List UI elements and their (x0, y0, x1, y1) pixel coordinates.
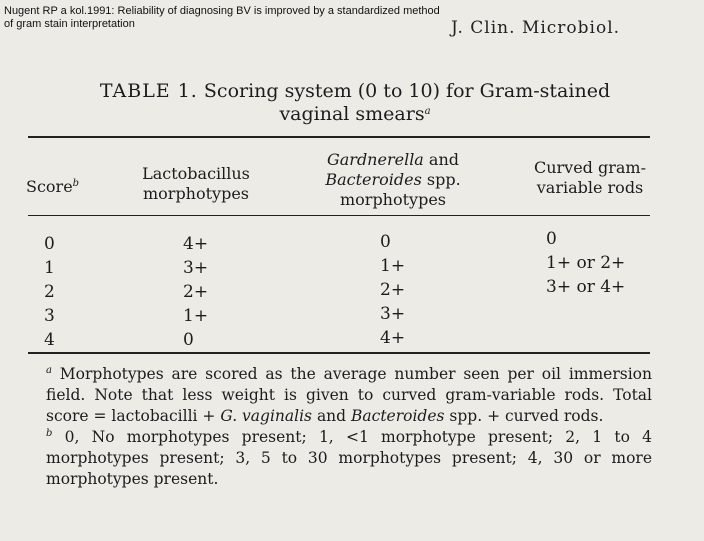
footnote-b-mark: b (46, 428, 53, 439)
score-cell: 0 (44, 234, 55, 254)
image-caption (4, 5, 444, 31)
column-lactobacillus (183, 232, 243, 352)
footnote-a-text-2: and (312, 407, 352, 425)
caption-line-2: of gram stain interpretation (4, 18, 135, 30)
header-gard-line-3: morphotypes (339, 190, 447, 209)
score-cell: 4 (44, 330, 55, 350)
gard-cell: 1+ (380, 256, 406, 276)
header-curved-line-2: variable rods (536, 178, 644, 197)
column-gardnerella (380, 230, 440, 350)
score-footnote-mark: b (72, 178, 80, 189)
footnote-a-text-1: Morphotypes are scored as the average number seen per oil immersion field. Note that less weight is given to curved gram-variable rods. Total score = lactobacilli + (46, 365, 652, 425)
header-rule (28, 215, 650, 216)
header-lactobacillus (126, 164, 266, 204)
lacto-cell: 1+ (183, 306, 209, 326)
header-curved-line-1: Curved gram- (533, 158, 647, 177)
footnote-b (28, 427, 652, 490)
gard-cell: 4+ (380, 328, 406, 348)
footnote-a-mark: a (46, 365, 52, 376)
header-lacto-line-2: morphotypes (142, 184, 250, 203)
footnote-a-italic-1: G. vaginalis (220, 407, 313, 425)
score-cell: 1 (44, 258, 55, 278)
score-cell: 3 (44, 306, 55, 326)
lacto-cell: 3+ (183, 258, 209, 278)
footnote-a-text-3: spp. + curved rods. (444, 407, 604, 425)
lacto-cell: 4+ (183, 234, 209, 254)
header-gard-italic-1: Gardnerella (326, 150, 424, 169)
header-gard-text-1: and (423, 150, 460, 169)
header-score (26, 177, 79, 197)
gard-cell: 3+ (380, 304, 406, 324)
curved-cell: 0 (546, 229, 557, 249)
header-lacto-line-1: Lactobacillus (142, 164, 250, 183)
header-score-label: Score (26, 177, 73, 196)
gard-cell: 2+ (380, 280, 406, 300)
bottom-rule (28, 352, 650, 354)
curved-cell: 1+ or 2+ (546, 253, 626, 273)
footnote-a (28, 364, 652, 427)
header-curved (520, 158, 660, 198)
table-label: TABLE 1. (99, 80, 198, 102)
lacto-cell: 2+ (183, 282, 209, 302)
header-gard-italic-2: Bacteroides (325, 170, 422, 189)
column-score (44, 232, 64, 352)
journal-name: J. Clin. Microbiol. (451, 18, 621, 38)
caption-line-1: Nugent RP a kol.1991: Reliability of diagnosing BV is improved by a standardized method (4, 5, 440, 17)
gard-cell: 0 (380, 232, 391, 252)
lacto-cell: 0 (183, 330, 194, 350)
score-cell: 2 (44, 282, 55, 302)
table-title (60, 80, 650, 126)
header-gardnerella (308, 150, 478, 210)
curved-cell: 3+ or 4+ (546, 277, 626, 297)
column-curved (546, 227, 666, 299)
table-title-line-2: vaginal smears (279, 103, 425, 125)
table-title-line-1: Scoring system (0 to 10) for Gram-stained (203, 80, 611, 102)
footnote-b-text: 0, No morphotypes present; 1, <1 morphotype present; 2, 1 to 4 morphotypes present; 3, 5 to 30 morphotypes present; 4, 30 or more morphotypes present. (46, 428, 652, 488)
header-gard-text-2: spp. (421, 170, 461, 189)
footnote-a-italic-2: Bacteroides (351, 407, 445, 425)
top-rule (28, 136, 650, 138)
title-footnote-mark: a (424, 106, 431, 117)
